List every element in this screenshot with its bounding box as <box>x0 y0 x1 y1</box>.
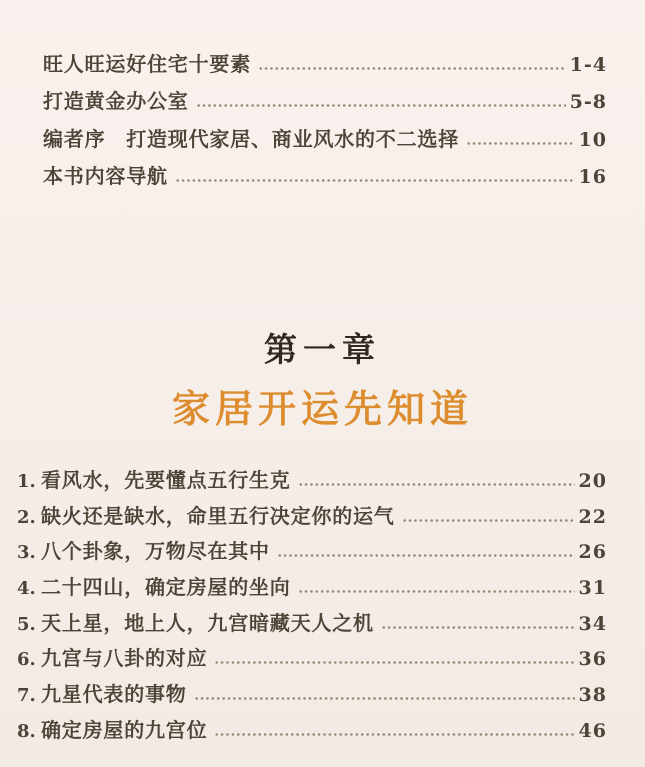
toc-entry-label: 九宫与八卦的对应 <box>41 646 208 671</box>
dot-leader <box>196 103 566 108</box>
dot-leader <box>402 518 575 523</box>
toc-entry-label: 二十四山，确定房屋的坐向 <box>41 575 291 600</box>
toc-entry-label: 旺人旺运好住宅十要素 <box>43 52 251 76</box>
toc-page-number: 38 <box>578 684 607 707</box>
chapter-toc <box>17 464 607 750</box>
front-matter-toc <box>43 48 607 197</box>
toc-entry-number: 1. <box>17 471 36 492</box>
chapter-title: 家居开运先知道 <box>171 387 473 431</box>
dot-leader <box>214 732 574 737</box>
toc-page-number: 31 <box>578 577 607 600</box>
toc-page-number: 1-4 <box>569 54 607 76</box>
toc-entry <box>17 571 607 607</box>
chapter-number: 第一章 <box>264 330 381 369</box>
toc-entry-label: 打造黄金办公室 <box>43 89 189 114</box>
toc-entry <box>17 500 607 536</box>
toc-entry-number: 7. <box>17 685 36 707</box>
toc-entry <box>17 535 607 571</box>
toc-page-number: 26 <box>578 541 607 564</box>
toc-entry-number: 8. <box>17 720 36 742</box>
toc-entry-label: 九星代表的事物 <box>41 682 187 707</box>
toc-page-number: 36 <box>578 648 607 671</box>
toc-entry <box>43 123 607 160</box>
toc-entry-number: 4. <box>17 578 36 600</box>
toc-entry-label: 本书内容导航 <box>43 163 168 188</box>
toc-entry-label: 编者序 打造现代家居、商业风水的不二选择 <box>43 126 459 151</box>
toc-entry-number: 6. <box>17 649 36 671</box>
toc-page-number: 22 <box>578 505 607 528</box>
toc-entry-label: 天上星，地上人，九宫暗藏天人之机 <box>41 610 374 635</box>
dot-leader <box>214 660 574 665</box>
toc-entry-label: 八个卦象，万物尽在其中 <box>41 539 270 564</box>
toc-entry <box>43 160 607 197</box>
toc-page-number: 10 <box>578 128 607 151</box>
toc-entry <box>17 464 607 500</box>
toc-entry <box>17 642 607 678</box>
toc-page-number: 20 <box>578 470 607 492</box>
toc-entry <box>17 607 607 643</box>
toc-entry-label: 缺火还是缺水，命里五行决定你的运气 <box>41 503 395 528</box>
dot-leader <box>175 178 575 183</box>
toc-entry-label: 确定房屋的九宫位 <box>41 717 208 742</box>
dot-leader <box>298 589 575 594</box>
toc-entry-number: 3. <box>17 542 36 564</box>
toc-page-number: 34 <box>578 612 607 635</box>
toc-entry <box>43 85 607 122</box>
dot-leader <box>298 482 575 487</box>
dot-leader <box>466 141 575 146</box>
dot-leader <box>381 625 575 630</box>
toc-entry-label: 看风水，先要懂点五行生克 <box>41 468 291 492</box>
toc-entry-number: 5. <box>17 613 36 635</box>
dot-leader <box>277 553 575 558</box>
dot-leader <box>258 66 566 71</box>
dot-leader <box>194 696 575 701</box>
toc-page-number: 16 <box>578 165 607 188</box>
toc-entry <box>43 48 607 85</box>
toc-page-number: 46 <box>578 719 607 742</box>
toc-page-number: 5-8 <box>569 91 607 114</box>
toc-entry <box>17 714 607 750</box>
toc-entry-number: 2. <box>17 506 36 528</box>
toc-entry <box>17 678 607 714</box>
